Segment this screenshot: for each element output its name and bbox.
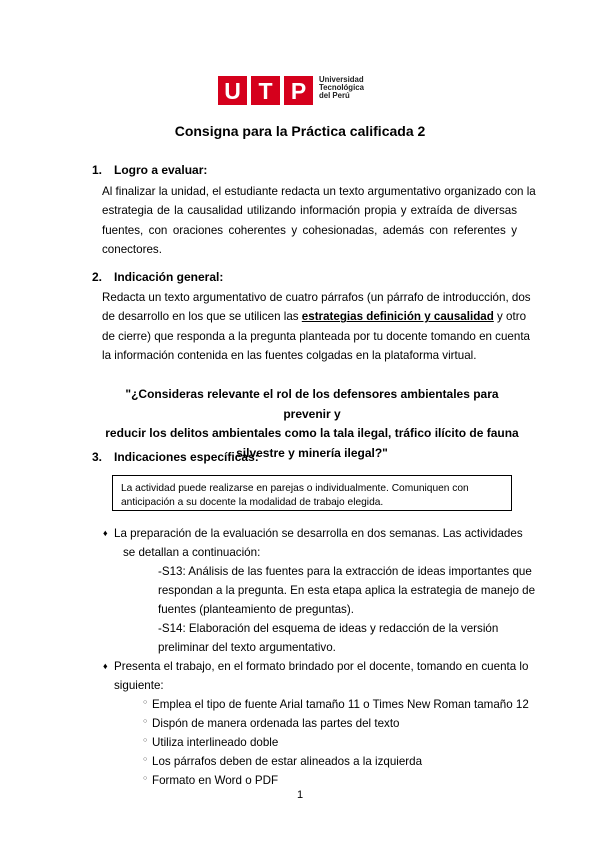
logo-wordmark: Universidad Tecnológica del Perú	[319, 75, 364, 101]
section-indicacion-paragraph: Redacta un texto argumentativo de cuatro párrafos (un párrafo de introducción, dos de desarrollo en los que se utilicen las estrategias definición y causalidad y otro de cierre) que responda a la pregunta planteada por tu docente tomando en cuenta la información contenida en las fuentes colgadas en la plataforma virtual.	[102, 291, 531, 362]
section-heading-logro: 1. Logro a evaluar:	[92, 163, 208, 177]
bullet-format-line2: siguiente:	[114, 679, 164, 692]
section-heading-indicacion: 2. Indicación general:	[92, 270, 224, 284]
bullet-format-line1: Presenta el trabajo, en el formato brindado por el docente, tomando en cuenta lo	[114, 660, 529, 673]
s13-line2: respondan a la pregunta. En esta etapa aplica la estrategia de manejo de	[158, 584, 536, 597]
logo-letter-t: T	[251, 76, 280, 105]
sub-bullet-icon: ○	[143, 775, 148, 782]
bullet-preparation-line1: La preparación de la evaluación se desarrolla en dos semanas. Las actividades	[114, 527, 523, 540]
sub-item: Utiliza interlineado doble	[152, 736, 279, 749]
section-heading-especificas: 3. Indicaciones específicas:	[92, 450, 259, 464]
sub-bullet-icon: ○	[143, 718, 148, 725]
s14-line2: preliminar del texto argumentativo.	[158, 641, 336, 654]
sub-bullet-icon: ○	[143, 699, 148, 706]
underlined-strategies: estrategias definición y causalidad	[301, 310, 494, 324]
s13-line3: fuentes (planteamiento de preguntas).	[158, 603, 354, 616]
sub-bullet-icon: ○	[143, 756, 148, 763]
bullet-preparation-line2: se detallan a continuación:	[123, 546, 261, 559]
s13-line1: -S13: Análisis de las fuentes para la extracción de ideas importantes que	[158, 565, 532, 578]
bullet-icon: ♦	[103, 661, 108, 671]
sub-item: Formato en Word o PDF	[152, 774, 279, 787]
sub-item: Emplea el tipo de fuente Arial tamaño 11 o Times New Roman tamaño 12	[152, 698, 529, 711]
s14-line1: -S14: Elaboración del esquema de ideas y redacción de la versión	[158, 622, 499, 635]
utp-logo	[218, 76, 364, 106]
bullet-icon: ♦	[103, 528, 108, 538]
logo-letter-u: U	[218, 76, 247, 105]
sub-bullet-icon: ○	[143, 737, 148, 744]
guiding-question: "¿Consideras relevante el rol de los defensores ambientales para prevenir y reducir los delitos ambientales como la tala ilegal, tráfico ilícito de fauna silvestre y minería ilegal?"	[105, 387, 519, 460]
sub-item: Los párrafos deben de estar alineados a la izquierda	[152, 755, 423, 768]
logo-letter-p: P	[284, 76, 313, 105]
document-title: Consigna para la Práctica calificada 2	[174, 123, 426, 139]
section-logro-paragraph: Al finalizar la unidad, el estudiante redacta un texto argumentativo organizado con la estrategia de la causalidad utilizando información propia y extraída de diversas fuentes, con oraciones coherentes y cohesionadas, además con referentes y conectores.	[102, 185, 536, 256]
sub-item: Dispón de manera ordenada las partes del texto	[152, 717, 400, 730]
activity-note-box: La actividad puede realizarse en parejas o individualmente. Comuniquen con anticipación a su docente la modalidad de trabajo elegida.	[112, 475, 512, 511]
page-number: 1	[296, 789, 304, 801]
